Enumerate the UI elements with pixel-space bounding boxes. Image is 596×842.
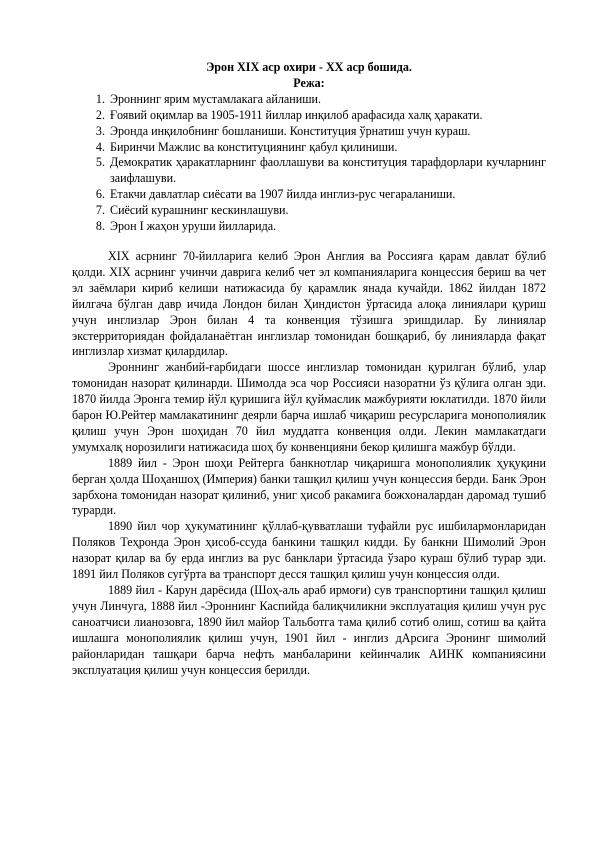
body-paragraph: 1889 йил - Эрон шоҳи Рейтерга банкнотлар чиқаришга монополиялик ҳуқуқини берган ҳолда Шоҳаншоҳ (Империя) банки ташқил қилиш учун концессия берди. Банк Эрон зарбхона томонидан назорат қилиниб, униг ҳисоб ракамига божхоналардан даромад тушиб турарди. — [72, 455, 546, 518]
body-paragraph: Эроннинг жанбий-ғарбидаги шоссе инглизлар томонидан қурилган бўлиб, улар томонидан назорат қилинарди. Шимолда эса чор Россияси назоратни ўз қўлига олган эди. 1870 йилда Эронга темир йўл қуришига йўл қуймаслик мажбурияти юклатилди. 1870 йили барон Ю.Рейтер мамлакатининг деярли барча ишлаб чиқариш ресурсларига монополиялик қилиш учун Эрон шоҳидан 70 йил муддатга конвенция олди. Лекин мамлакатдаги умумхалқ норозилиги натижасида шоҳ бу конвенцияни бекор қилишга мажбур бўлди. — [72, 360, 546, 454]
body-paragraph: 1889 йил - Карун дарёсида (Шоҳ-аль араб ирмоғи) сув транспортини ташқил қилиш учун Линчуга, 1888 йил -Эроннинг Каспийда балиқчиликни эксплуатация қилиш учун рус саноатчиси лианозовга, 1890 йил майор Тальботга тама қилиб сотиб олиш, сотиш ва қайта ишлашга монополиялик қилиш учун, 1901 йил - инглиз дАрсига Эронинг шимолий районларидан ташқари барча нефть манбаларини кейинчалик АИНК компаниясини эксплуатация қилиш учун концессия берилди. — [72, 583, 546, 677]
plan-item: 2. Ғоявий оқимлар ва 1905-1911 йиллар инқилоб арафасида халқ ҳаракати. — [108, 108, 546, 124]
plan-item: 6. Етакчи давлатлар сиёсати ва 1907 йилда инглиз-рус чегараланиши. — [108, 187, 546, 203]
document-title: Эрон XIX аср охири - XX аср бошида. — [206, 60, 412, 74]
plan-item: 7. Сиёсий курашнинг кескинлашуви. — [108, 203, 546, 219]
plan-item: 1. Эроннинг ярим мустамлакага айланиши. — [108, 92, 546, 108]
plan-item: 5. Демократик ҳаракатларнинг фаоллашуви ва конституция тарафдорлари кучларнинг заифлашуви. — [108, 155, 546, 187]
body-paragraph: XIX асрнинг 70-йилларига келиб Эрон Англия ва Россияга қарам давлат бўлиб қолди. XIX асрнинг учинчи даврига келиб чет эл компанияларига концессия бериш ва чет эл заёмлари кириб келиши натижасида бу қарамлик янада кучайди. 1862 йилдан 1872 йилгача бўлган давр ичида Лондон билан Ҳиндистон ўртасида алоқа линиялари қуриш учун инглизлар Эрон билан 4 та конвенция тўзишга эришдилар. Бу линиялар экстерриториядан фойдаланаётган инглизлар томонидан бошқариб, бу линияларда фақат инглизлар хизмат қилардилар. — [72, 248, 546, 359]
plan-heading: Режа: — [293, 75, 325, 90]
body-paragraph: 1890 йил чор ҳукуматининг қўллаб-қувватлаши туфайли рус ишбилармонларидан Поляков Теҳронда Эрон ҳисоб-ссуда банкини ташқил кидди. Бу банкни Шимолий Эрон назорат қилар ва бу ерда инглиз ва рус банклари ўртасида ўзаро кураш бўлиб турар эди. 1891 йил Поляков сугўрта ва транспорт десся ташқил қилиш учун концессия олди. — [72, 519, 546, 582]
plan-item: 4. Биринчи Мажлис ва конституциянинг қабул қилиниши. — [108, 140, 546, 156]
plan-item: 3. Эронда инқилобнинг бошланиши. Конституция ўрнатиш учун кураш. — [108, 124, 546, 140]
plan-list — [72, 92, 546, 235]
plan-item: 8. Эрон I жаҳон уруши йилларида. — [108, 219, 546, 235]
